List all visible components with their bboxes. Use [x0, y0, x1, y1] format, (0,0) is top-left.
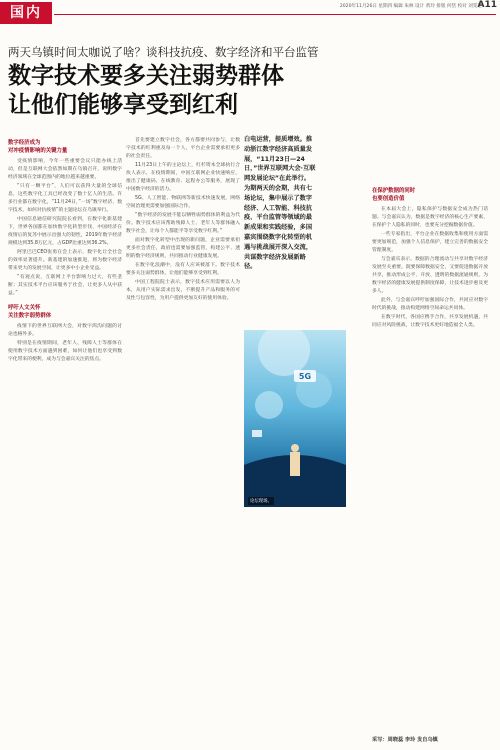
paragraph: 与会嘉宾表示，数据的合理流动与共享对数字经济发展至关重要。既要保障数据安全，又要促进数据开放共享，推动形成公平、开放、透明的数据流通规则，为数字经济的健康发展提供制度保障，让技术进步惠及更多人。 [372, 257, 488, 294]
subhead-1-line-1: 数字经济成为 [8, 140, 41, 146]
paragraph: 5G、人工智能、物联网等新技术快速发展，网络空间治理更需要加强国际合作。 [126, 196, 240, 209]
page-number: A11 [477, 0, 497, 10]
paragraph: 11月23日上午的主论坛上，红杉资本全球执行合伙人表示，在疫情期间，中国互联网企业快速响应，推出了健康码、在线教育、远程办公等服务，展现了中国数字经济的活力。 [126, 163, 240, 192]
paragraph: 疫情下的世界互联网大会，对数字鸿沟问题的讨论也格外多。 [8, 324, 122, 337]
paragraph: 在本届大会上，隐私保护与数据安全成为热门话题。与会嘉宾认为，数据是数字经济的核心生产要素，在保护个人隐私的同时，也要充分挖掘数据价值。 [372, 207, 488, 228]
paragraph: 受疫情影响，今年一些重要会议只能办线上活动，但是互联网大会依然如期在乌镇召开，说明数字经济领域在全球范围内的地位越来越重要。 [8, 159, 122, 180]
paragraph: 中国信息通信研究院院长看到，在数字化新基建下，世界各国都在加快数字化转型步伐，中国经济在疫情后的复苏中展示出强大的韧性，2019年数字经济规模达到35.8万亿元，占GDP比重达到36.2%。 [8, 217, 122, 246]
subhead-1 [8, 139, 122, 155]
kicker: 两天乌镇时间太咖说了啥？谈科技抗疫、数字经济和平台监管 [8, 45, 319, 59]
paragraph: 首先要建立数字社会，各方都要共同参与，让数字技术的红利惠及每一个人，平台企业需要承担更多的社会责任。 [126, 138, 240, 159]
subhead-1-line-2: 对冲疫情影响的关键力量 [8, 148, 68, 154]
headline-line-1: 数字技术要多关注弱势群体 [8, 63, 284, 89]
subhead-2-line-1: 呼吁人文关怀 [8, 305, 41, 311]
subhead-3 [372, 187, 488, 203]
dateline: 2020年11月26日 星期四 编辑 朱林 设计 黄玲 排版 何恬 校对 刘雯芝 [339, 4, 482, 9]
paragraph: “数字经济的发展不能以牺牲弱势群体的利益为代价。数字技术应该帮助残障人士、老年人等群体融入数字社会，让每个人都能平等享受数字红利。” [126, 213, 240, 234]
svg-text:5G: 5G [298, 372, 312, 381]
photo-caption: 论坛现场。 [250, 499, 272, 504]
masthead-rule [54, 14, 496, 15]
highlight-text: 白电运营，提质增效。推动浙江数字经济高质量发展，“11月23日—24日，”世界互联网大会·互联网发展论坛”在此举行。为期两天的会期，共有七场论坛，集中展示了数字经济、人工智能、科技抗疫、平台监管等领域的最新成果和实践经验，多国嘉宾围绕数字化转型的机遇与挑战展开深入交流，共谋数字经济发展新路径。 [244, 136, 316, 271]
paragraph: “只有一颗平台”，人们可以获得大量的全球信息，这些数字化工具已经改变了数十亿人的生活。许多行业都在数字化，“11月24日，”一场“数字经济、数字技术，如何对抗疫情”的主题论坛在乌镇举行。 [8, 184, 122, 213]
conference-photo [244, 330, 346, 507]
headline [8, 62, 284, 120]
paragraph: 一些专家指出，平台企业在数据收集和使用方面需要更加规范，加强个人信息保护，建立完善的数据安全管理制度。 [372, 232, 488, 253]
headline-line-2: 让他们能够享受到红利 [8, 92, 238, 118]
paragraph: 面对数字化转型中出现的新问题，企业需要承担更多社会责任，政府也需要加强监管，构建公平、透明的数字经济规则，共同推动行业健康发展。 [126, 238, 240, 259]
section-tag: 国内 [0, 2, 52, 24]
paragraph: “有观点说，互联网上平台影响力过大，有些垄断；其实技术平台应该服务于社会，让更多人从中获益。” [8, 275, 122, 296]
subhead-3-line-2: 也要创造价值 [372, 196, 405, 202]
subhead-3-line-1: 在保护数据的同时 [372, 188, 416, 194]
column-2 [126, 137, 240, 735]
paragraph: 特别是在疫情期间，老年人、残障人士等群体在使用数字技术方面遇到困难，如何让他们也享受到数字化带来的便利，成为与会嘉宾关注的焦点。 [8, 341, 122, 362]
subhead-2 [8, 304, 122, 320]
paragraph: 在数字时代，各国应携手合作，共享发展机遇，共同应对风险挑战，让数字技术更好地造福全人类。 [372, 315, 488, 328]
column-4 [372, 185, 488, 733]
reporter-credit: 采写：周晓蕊 李玲 发自乌镇 [372, 737, 438, 743]
subhead-2-line-2: 关注数字弱势群体 [8, 313, 52, 319]
paragraph: 此外，与会嘉宾呼吁加强国际合作，共同应对数字时代的挑战，推动构建网络空间命运共同体。 [372, 298, 488, 311]
column-1 [8, 137, 122, 735]
paragraph: 在数字化浪潮中，没有人应该被落下。数字技术要多关注弱势群体，让他们能够享受到红利。 [126, 263, 240, 276]
paragraph: 阿里巴巴CEO张勇在会上表示，数字化让全社会的效率显著提升。新基建的加速推进，将为数字经济带来更大的发展空间，让更多中小企业受益。 [8, 250, 122, 271]
conference-scene-image [244, 330, 346, 507]
highlight-column [244, 135, 316, 272]
paragraph: 中国工程院院士表示，数字技术应用需要以人为本，从用户实际需求出发，不断提升产品和服务的可及性与包容性，为用户提供更加友好的使用体验。 [126, 280, 240, 301]
masthead [0, 0, 500, 26]
